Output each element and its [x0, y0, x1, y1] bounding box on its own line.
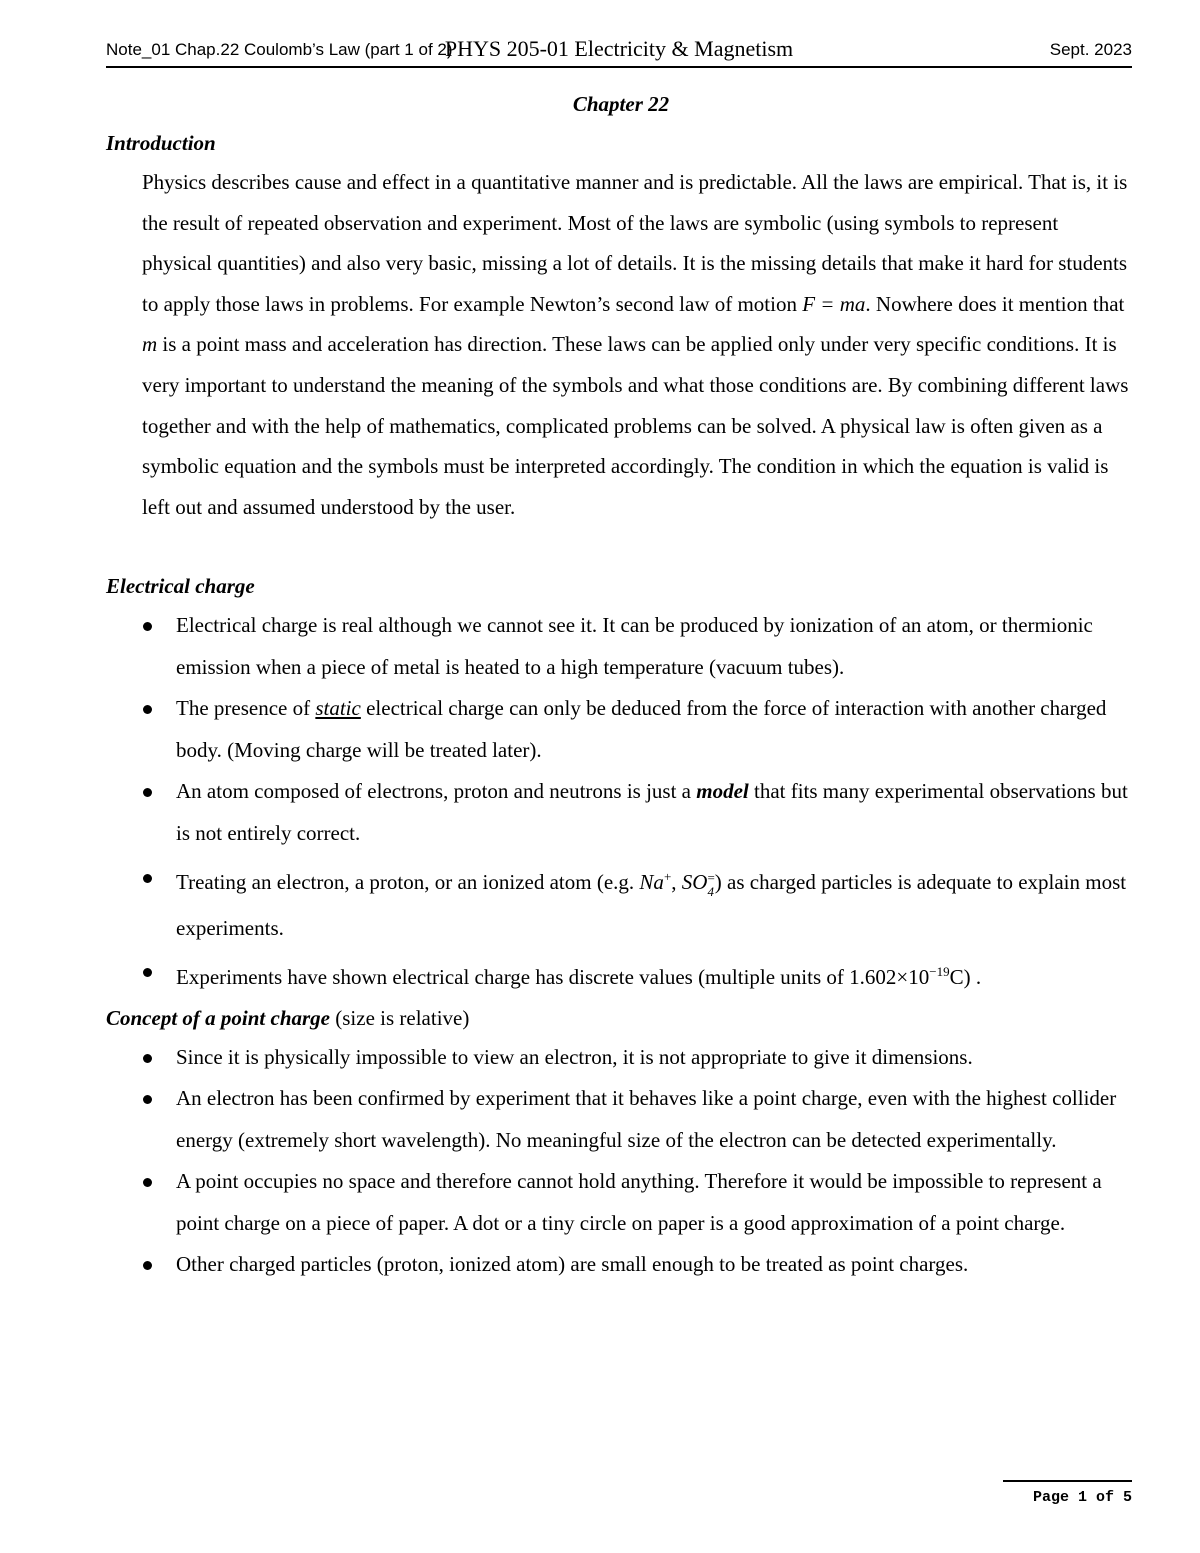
list-item-text: , [671, 870, 682, 895]
elementary-charge-value: 1.602×10 [849, 965, 930, 990]
chapter-title: Chapter 22 [572, 92, 670, 116]
sodium-ion-symbol: Na [639, 870, 664, 895]
section-spacer [106, 527, 1136, 567]
list-item [176, 1244, 1136, 1286]
intro-text-2: . Nowhere does it mention that [865, 291, 1125, 316]
list-item [176, 605, 1136, 688]
sulfate-ion-subscript: 4 [707, 883, 714, 899]
list-item [176, 688, 1136, 771]
header-note-title: Note_01 Chap.22 Coulomb’s Law (part 1 of 2) [106, 40, 453, 59]
bullet-icon [143, 788, 152, 797]
sulfate-ion-symbol: SO [681, 870, 708, 895]
bullet-icon [143, 968, 152, 977]
electrical-charge-list [106, 605, 1136, 999]
sulfate-ion-charge: = [707, 869, 715, 885]
list-item-text: Electrical charge is real although we cannot see it. It can be produced by ionization of an atom, or thermionic emission when a piece of metal is heated to a high temperature (vacuum tubes). [176, 613, 1093, 679]
intro-text-3: is a point mass and acceleration has direction. These laws can be applied only under very specific conditions. It is very important to understand the meaning of the symbols and what those conditions are. By combining different laws together and with the help of mathematics, complicated problems can be solved. A physical law is often given as a symbolic equation and the symbols must be interpreted accordingly. The condition in which the equation is valid is left out and assumed understood by the user. [142, 332, 1129, 519]
document-body [106, 84, 1136, 1286]
page-header [106, 36, 1132, 68]
list-item-text: Since it is physically impossible to view an electron, it is not appropriate to give it dimensions. [176, 1044, 973, 1069]
bullet-icon [143, 874, 152, 883]
formula-f-ma: F = ma [802, 291, 866, 316]
list-item [176, 951, 1136, 999]
list-item [176, 854, 1136, 951]
point-charge-subtitle: (size is relative) [330, 1005, 470, 1030]
list-item [176, 771, 1136, 854]
intro-text-1: Physics describes cause and effect in a quantitative manner and is predictable. All the laws are empirical. That is, it is the result of repeated observation and experiment. Most of the laws are symbolic (using symbols to represent physical quantities) and also very basic, missing a lot of details. It is the missing details that make it hard for students to apply those laws in problems. For example Newton’s second law of motion [142, 170, 1128, 316]
point-charge-title: Concept of a point charge [106, 1005, 330, 1030]
charge-unit: C [949, 965, 964, 990]
bullet-icon [143, 1054, 152, 1063]
list-item-text: A point occupies no space and therefore cannot hold anything. Therefore it would be impossible to represent a point charge on a piece of paper. A dot or a tiny circle on paper is a good approximation of a point charge. [176, 1169, 1102, 1235]
elementary-charge-exponent: −19 [929, 964, 950, 980]
list-item [176, 1078, 1136, 1161]
list-item-text: electrical charge can only be deduced from the force of interaction with another charged body. (Moving charge will be treated later). [176, 696, 1107, 762]
section-title-introduction: Introduction [106, 131, 216, 155]
bullet-icon [143, 622, 152, 631]
introduction-paragraph [142, 162, 1132, 527]
bullet-icon [143, 1261, 152, 1270]
list-item-text: An atom composed of electrons, proton and neutrons is just a [176, 779, 697, 804]
list-item-text: Treating an electron, a proton, or an ionized atom (e.g. [176, 870, 640, 895]
sulfate-ion-scripts [707, 871, 714, 899]
list-item [176, 1161, 1136, 1244]
list-item-text: Other charged particles (proton, ionized atom) are small enough to be treated as point charges. [176, 1252, 969, 1277]
list-item-text: The presence of [176, 696, 316, 721]
sodium-ion-charge: + [663, 869, 672, 885]
point-charge-list [106, 1037, 1136, 1286]
page-number: Page 1 of 5 [1003, 1480, 1132, 1506]
list-item-text: Experiments have shown electrical charge has discrete values (multiple units of [176, 965, 850, 990]
header-date: Sept. 2023 [1049, 40, 1132, 59]
bullet-icon [143, 1178, 152, 1187]
bullet-icon [143, 705, 152, 714]
list-item-text: ) . [963, 965, 982, 990]
section-title-point-charge [106, 999, 1136, 1037]
list-item-text: An electron has been confirmed by experiment that it behaves like a point charge, even with the highest collider energy (extremely short wavelength). No meaningful size of the electron can be detected experimentally. [176, 1086, 1117, 1152]
section-title-electrical-charge: Electrical charge [106, 574, 255, 599]
list-item [176, 1037, 1136, 1079]
static-emphasis: static [315, 696, 361, 721]
model-emphasis: model [696, 779, 749, 804]
header-course-title: PHYS 205-01 Electricity & Magnetism [444, 36, 794, 61]
list-item-text: ) as charged particles is adequate to explain most experiments. [176, 870, 1127, 941]
mass-symbol: m [142, 332, 158, 357]
bullet-icon [143, 1095, 152, 1104]
list-item-text: that fits many experimental observations but is not entirely correct. [176, 779, 1128, 845]
